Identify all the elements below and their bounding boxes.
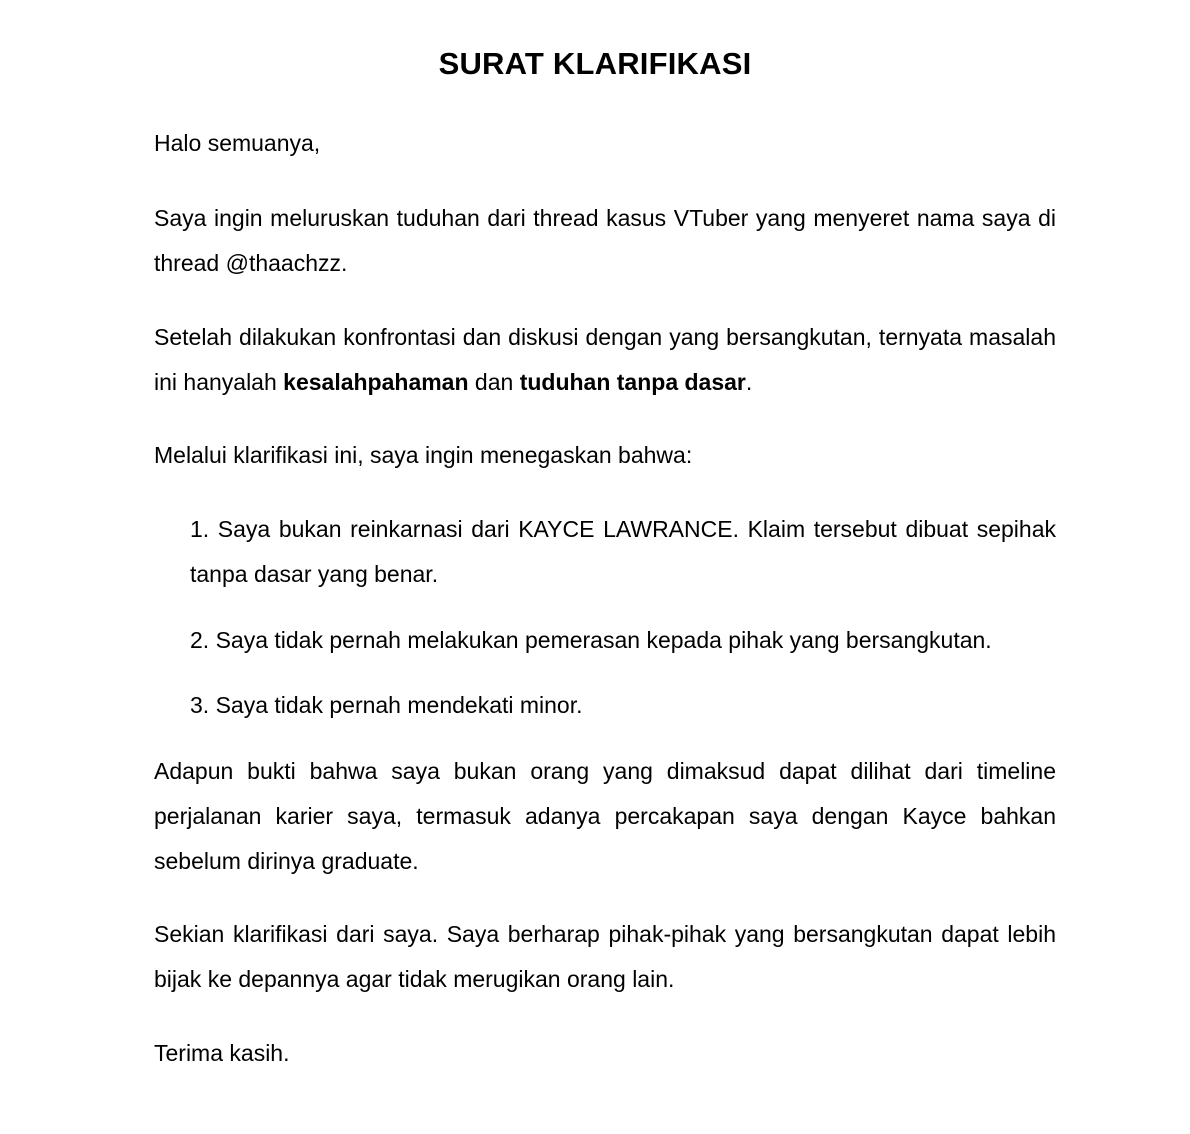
paragraph-1: Saya ingin meluruskan tuduhan dari thread kasus VTuber yang menyeret nama saya di thread @thaachzz.	[154, 205, 1056, 276]
paragraph-2	[154, 315, 1056, 405]
list-item: 2. Saya tidak pernah melakukan pemerasan kepada pihak yang bersangkutan.	[190, 627, 992, 653]
paragraph-3: Adapun bukti bahwa saya bukan orang yang dimaksud dapat dilihat dari timeline perjalanan karier saya, termasuk adanya percakapan saya dengan Kayce bahkan sebelum dirinya graduate.	[154, 758, 1056, 874]
list-intro: Melalui klarifikasi ini, saya ingin menegaskan bahwa:	[154, 442, 693, 468]
paragraph-2-bold-1: kesalahpahaman	[283, 369, 469, 395]
document-title: SURAT KLARIFIKASI	[438, 46, 752, 81]
list-item: 3. Saya tidak pernah mendekati minor.	[190, 692, 583, 718]
paragraph-2-bold-2: tuduhan tanpa dasar	[519, 369, 746, 395]
paragraph-4: Sekian klarifikasi dari saya. Saya berharap pihak-pihak yang bersangkutan dapat lebih bijak ke depannya agar tidak merugikan orang lain.	[154, 921, 1056, 992]
paragraph-2-text-3: .	[745, 369, 753, 395]
paragraph-2-text-1: Setelah dilakukan konfrontasi dan diskusi dengan yang bersangkutan, ternyata masalah ini hanyalah	[154, 324, 1056, 395]
list-item: 1. Saya bukan reinkarnasi dari KAYCE LAWRANCE. Klaim tersebut dibuat sepihak tanpa dasar yang benar.	[190, 516, 1056, 587]
paragraph-2-text-2: dan	[468, 369, 520, 395]
greeting: Halo semuanya,	[154, 130, 321, 156]
closing: Terima kasih.	[154, 1040, 290, 1066]
